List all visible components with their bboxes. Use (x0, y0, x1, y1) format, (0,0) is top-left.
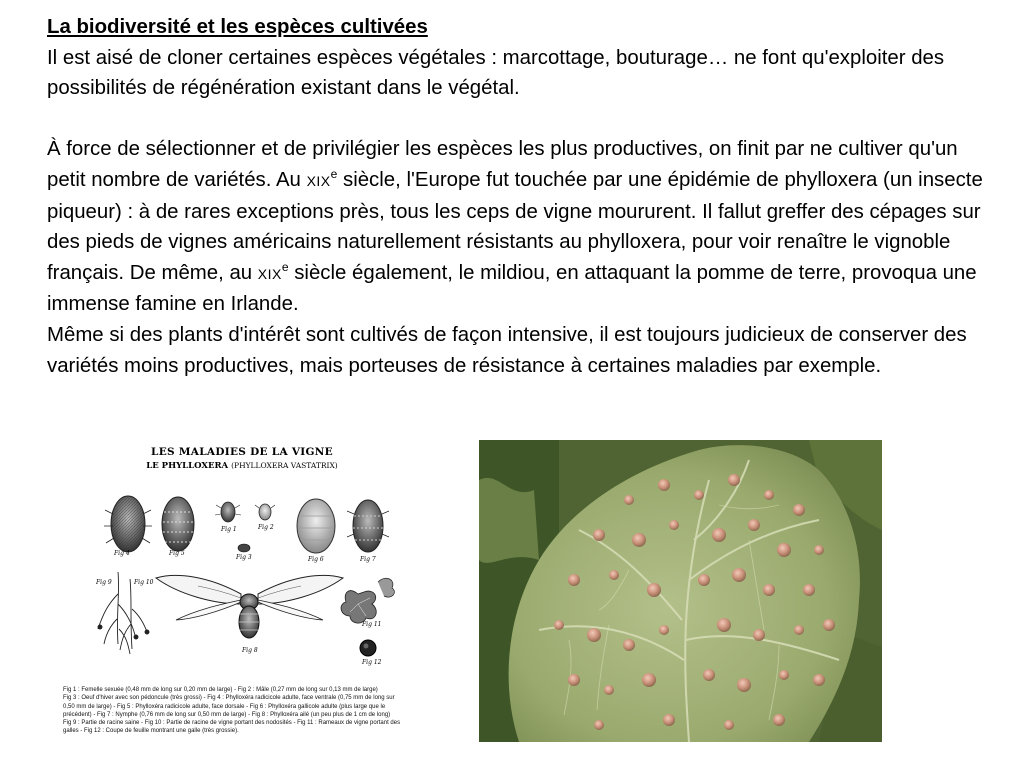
leaf-galls-photo (479, 440, 882, 742)
paragraph-phylloxera-part-a: À force de sélectionner et de privilégier les espèces les plus productives, on finit par ne cultiver qu'un petit nombre de variétés. Au (47, 138, 958, 191)
paragraph-phylloxera-part-c: siècle également, le mildiou, en attaquant la pomme de terre, provoqua une immense famine en Irlande. (47, 261, 977, 316)
fig3-label: Fig 3 (236, 554, 252, 561)
caption-line: galles - Fig 12 : Coupe de feuille montrant une galle (très grossie). (63, 728, 239, 734)
fig4-label: Fig 4 (114, 550, 130, 557)
paragraph-spacer (47, 104, 987, 135)
plate-caption (63, 686, 423, 734)
caption-line: précédent) - Fig 7 : Nymphe (0,76 mm de long sur 0,50 mm de large) - Fig 8 : Phylloxéra ailé (un peu plus de 1 cm de long) (63, 711, 391, 718)
fig1-drawing (215, 502, 241, 522)
fig12-label: Fig 12 (362, 659, 382, 666)
fig8-label: Fig 8 (242, 647, 258, 654)
caption-line: Fig 1 : Femelle sexuée (0,48 mm de long sur 0,20 mm de large) - Fig 2 : Mâle (0,27 mm de long sur 0,13 mm de large) (63, 687, 378, 693)
century-roman-numeral: XIX (306, 172, 331, 189)
fig9-label: Fig 9 (96, 579, 112, 586)
slide-title: La biodiversité et les espèces cultivées (47, 16, 428, 38)
fig2-label: Fig 2 (258, 524, 274, 531)
fig12-gall-drawing (360, 640, 376, 656)
paragraph-phylloxera-part-b: siècle, l'Europe fut touchée par une épidémie de phylloxera (un insecte piqueur) : à de rares exceptions près, tous les ceps de vigne moururent. Il fallut greffer des cépages sur des pieds de vignes américains naturellement résistants au phylloxera, pour voir renaître le vignoble français. De même, au (47, 168, 983, 284)
fig7-label: Fig 7 (360, 556, 376, 563)
fig1-label: Fig 1 (221, 526, 237, 533)
caption-line: Fig 3 : Oeuf d'hiver avec son pédoncule (très grossi) - Fig 4 : Phylloxéra radicicole adulte, face ventrale (0,75 mm de long sur (63, 695, 395, 702)
caption-line: 0,50 mm de large) - Fig 5 : Phylloxéra radicicole adulte, face dorsale - Fig 6 : Phylloxéra gallicole adulte (plus large que le (63, 703, 386, 710)
fig11-leaf-drawing (341, 578, 394, 623)
century-ordinal: e (330, 167, 338, 182)
fig2-drawing (255, 504, 275, 520)
caption-line: Fig 9 : Partie de racine saine - Fig 10 : Partie de racine de vigne portant des nodosités - Fig 11 : Rameaux de vigne portant des (63, 720, 401, 727)
fig5-drawing (162, 497, 194, 551)
century-ordinal-2: e (281, 259, 289, 274)
slide-text-block (47, 12, 987, 381)
fig11-label: Fig 11 (362, 621, 382, 628)
grape-leaf-with-phylloxera-galls-icon (479, 440, 882, 742)
century-roman-numeral-2: XIX (257, 265, 282, 282)
fig6-drawing (297, 499, 335, 553)
paragraph-cloning: Il est aisé de cloner certaines espèces végétales : marcottage, bouturage… ne font qu'exploiter des possibilités de régénération existant dans le végétal. (47, 46, 945, 100)
fig8-winged-drawing (156, 575, 343, 638)
fig10-label: Fig 10 (134, 579, 154, 586)
plate-subtitle-scientific: (PHYLLOXERA VASTATRIX) (231, 461, 338, 470)
plate-subtitle-main: LE PHYLLOXERA (146, 461, 229, 471)
paragraph-conservation: Même si des plants d'intérêt sont cultivés de façon intensive, il est toujours judicieux de conserver des variétés moins productives, mais porteuses de résistance à certaines maladies par exemple. (47, 323, 967, 377)
fig3-egg-drawing (238, 544, 250, 552)
fig4-drawing (104, 496, 152, 552)
plate-title: LES MALADIES DE LA VIGNE (151, 446, 333, 458)
fig5-label: Fig 5 (169, 550, 185, 557)
fig7-drawing (347, 500, 389, 552)
fig6-label: Fig 6 (308, 556, 324, 563)
phylloxera-plate-illustration (58, 444, 426, 734)
paragraph-phylloxera (47, 134, 987, 320)
